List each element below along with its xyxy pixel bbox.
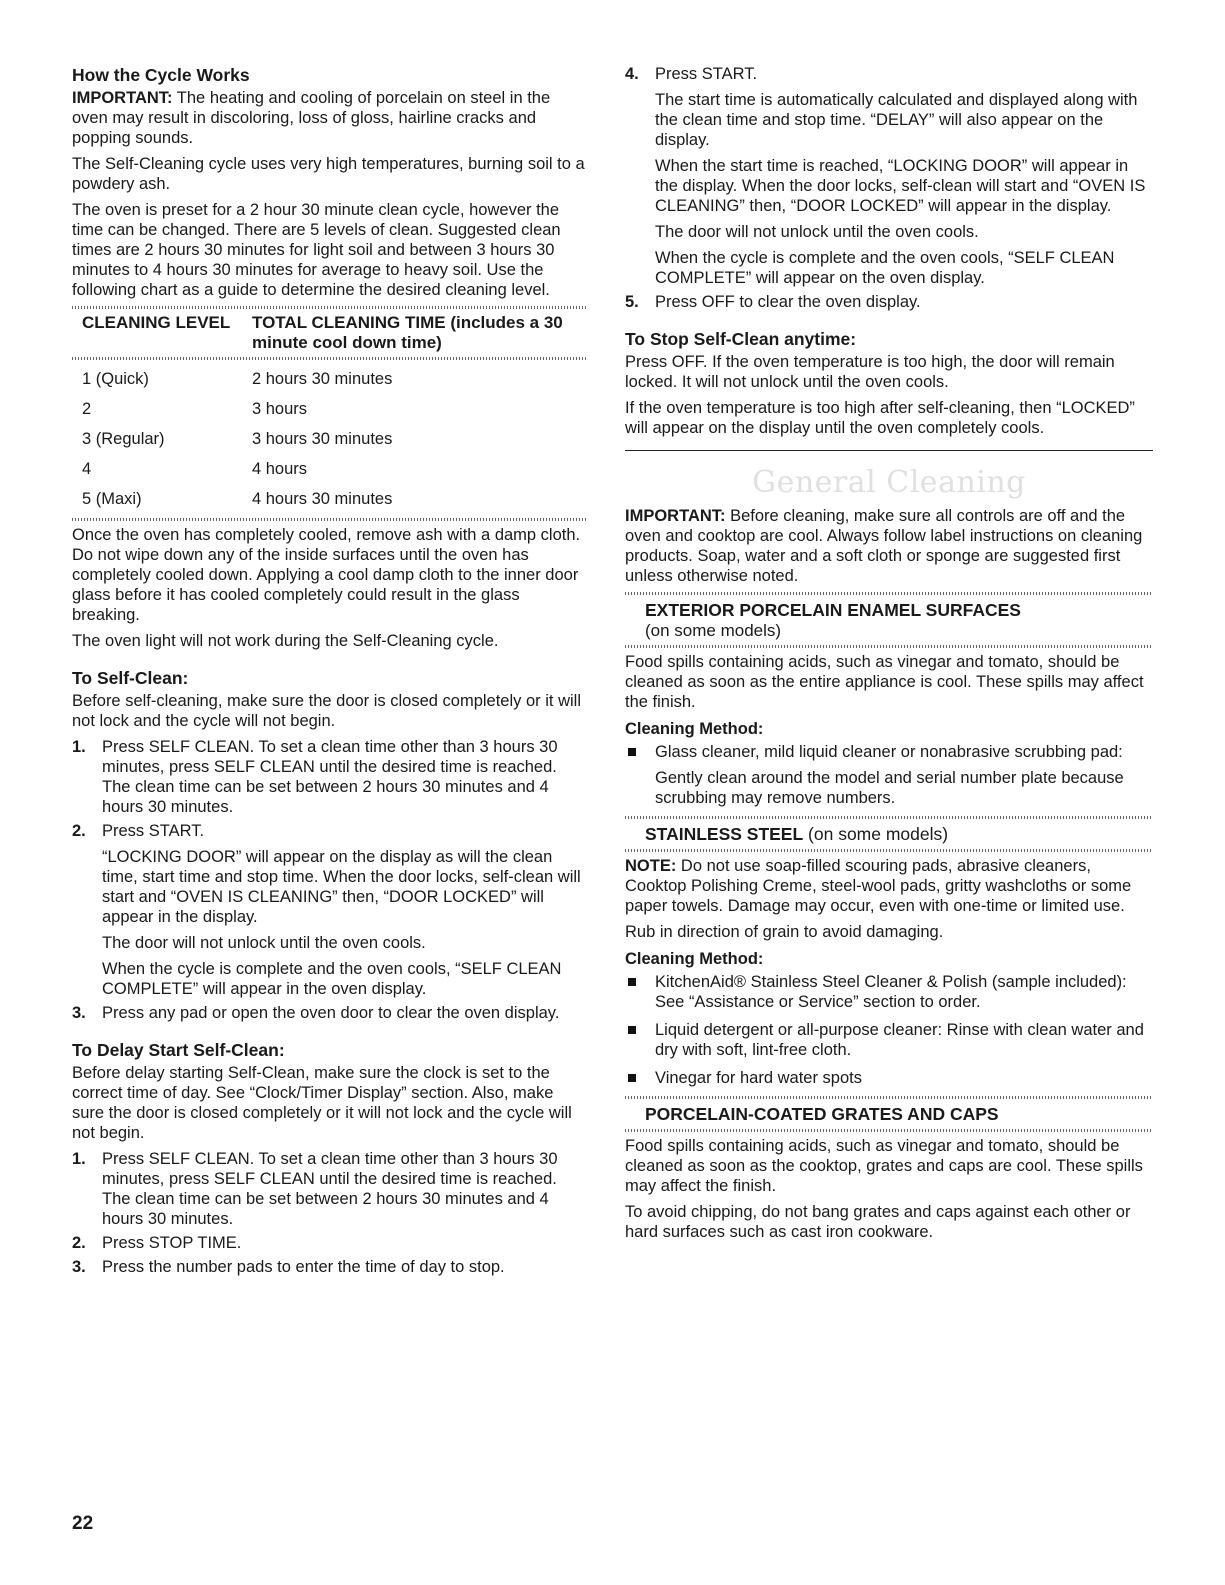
bullet-detail: See “Assistance or Service” section to order. <box>655 993 981 1011</box>
divider <box>625 592 1153 595</box>
delay-start-intro: Before delay starting Self-Clean, make sure the clock is set to the correct time of day. See “Clock/Timer Display” section. Also, make sure the door is closed completely or it will not lock and the cycle will not begin. <box>72 1064 572 1142</box>
table-row <box>72 394 588 424</box>
step-text: Press SELF CLEAN. To set a clean time other than 3 hours 30 minutes, press SELF CLEAN until the desired time is reached. The clean time can be set between 2 hours 30 minutes and 4 hours 30 minutes. <box>102 738 558 816</box>
step-text: Press the number pads to enter the time of day to stop. <box>102 1258 505 1276</box>
cleaning-time-table <box>72 313 588 353</box>
list-item <box>625 972 1153 1012</box>
step-detail: When the start time is reached, “LOCKING DOOR” will appear in the display. When the door locks, self-clean will start and “OVEN IS CLEANING” then, “DOOR LOCKED” will appear in the display. <box>655 157 1146 215</box>
list-item <box>72 1003 588 1023</box>
list-item <box>625 1020 1153 1060</box>
bullet-detail: Gently clean around the model and serial number plate because scrubbing may remove numbers. <box>655 769 1124 807</box>
table-cell-level: 2 <box>82 400 92 418</box>
general-cleaning-title: General Cleaning <box>752 465 1026 500</box>
bullet-text: KitchenAid® Stainless Steel Cleaner & Polish (sample included): <box>655 973 1127 991</box>
table-cell-time: 2 hours 30 minutes <box>252 370 393 388</box>
stop-paragraph-2: If the oven temperature is too high after self-cleaning, then “LOCKED” will appear on the display until the oven completely cools. <box>625 399 1135 437</box>
exterior-method-list <box>625 742 1153 808</box>
stainless-note-paragraph <box>625 856 1153 916</box>
stop-paragraph-1: Press OFF. If the oven temperature is too high, the door will remain locked. It will not unlock until the oven cools. <box>625 353 1115 391</box>
grates-paragraph-2: To avoid chipping, do not bang grates and caps against each other or hard surfaces such as cast iron cookware. <box>625 1203 1131 1241</box>
table-cell-level: 1 (Quick) <box>82 370 149 388</box>
table-header-divider <box>72 357 588 360</box>
page-number: 22 <box>72 1513 94 1534</box>
table-cell-time: 3 hours 30 minutes <box>252 430 393 448</box>
divider <box>625 1129 1153 1132</box>
self-clean-heading: To Self-Clean: <box>72 668 189 688</box>
delay-start-steps <box>72 1149 588 1277</box>
step-number: 5. <box>625 293 639 311</box>
list-item <box>72 821 588 999</box>
table-bottom-divider <box>72 518 588 521</box>
table-cell-level: 3 (Regular) <box>82 430 165 448</box>
important-label: IMPORTANT: <box>625 507 726 525</box>
bullet-text: Liquid detergent or all-purpose cleaner: Rinse with clean water and dry with soft, lint-free cloth. <box>655 1021 1144 1059</box>
exterior-porcelain-note: (on some models) <box>645 621 782 640</box>
stainless-rub-paragraph: Rub in direction of grain to avoid damaging. <box>625 923 944 941</box>
list-item <box>625 292 1153 312</box>
table-cell-time: 4 hours <box>252 460 308 478</box>
step-text: Press START. <box>102 822 205 840</box>
important-paragraph <box>72 88 588 148</box>
step-detail: “LOCKING DOOR” will appear on the display as will the clean time, start time and stop time. When the door locks, self-clean will start and “OVEN IS CLEANING” then, “DOOR LOCKED” will appear in the display. <box>102 848 581 926</box>
bullet-text: Vinegar for hard water spots <box>655 1069 862 1087</box>
step-detail: When the cycle is complete and the oven cools, “SELF CLEAN COMPLETE” will appear on the oven display. <box>655 249 1115 287</box>
oven-light-paragraph: The oven light will not work during the Self-Cleaning cycle. <box>72 632 499 650</box>
list-item <box>72 1149 588 1229</box>
stainless-method-list <box>625 972 1153 1088</box>
divider <box>625 645 1153 648</box>
list-item <box>72 1233 588 1253</box>
step-detail: The door will not unlock until the oven cools. <box>655 223 979 241</box>
table-row <box>72 364 588 394</box>
cycle-heading: How the Cycle Works <box>72 65 250 85</box>
table-row <box>72 424 588 454</box>
step-number: 1. <box>72 738 86 756</box>
section-divider <box>625 450 1153 451</box>
table-cell-time: 3 hours <box>252 400 308 418</box>
table-header-time: TOTAL CLEANING TIME (includes a 30 minute cool down time) <box>252 313 563 352</box>
important-text: Before cleaning, make sure all controls are off and the oven and cooktop are cool. Always follow label instructions on cleaning products. Soap, water and a soft cloth or sponge are suggested first unless otherwise noted. <box>625 507 1143 585</box>
self-clean-intro: Before self-cleaning, make sure the door is closed completely or it will not lock and the cycle will not begin. <box>72 692 581 730</box>
left-column <box>72 64 588 1283</box>
divider <box>625 1096 1153 1099</box>
divider <box>625 816 1153 819</box>
step-detail: The start time is automatically calculated and displayed along with the clean time and stop time. “DELAY” will also appear on the display. <box>655 91 1138 149</box>
note-label: NOTE: <box>625 857 677 875</box>
cleaning-method-heading: Cleaning Method: <box>625 950 764 968</box>
step-number: 3. <box>72 1258 86 1276</box>
step-text: Press SELF CLEAN. To set a clean time other than 3 hours 30 minutes, press SELF CLEAN until the desired time is reached. The clean time can be set between 2 hours 30 minutes and 4 hours 30 minutes. <box>102 1150 558 1228</box>
cooled-paragraph: Once the oven has completely cooled, remove ash with a damp cloth. Do not wipe down any of the inside surfaces until the oven has completely cooled down. Applying a cool damp cloth to the inner door glass before it has cooled completely could result in the glass breaking. <box>72 526 581 624</box>
stop-self-clean-heading: To Stop Self-Clean anytime: <box>625 329 857 349</box>
step-detail: The door will not unlock until the oven cools. <box>102 934 426 952</box>
list-item <box>625 64 1153 288</box>
cleaning-method-heading: Cleaning Method: <box>625 720 764 738</box>
step-number: 3. <box>72 1004 86 1022</box>
self-clean-steps <box>72 737 588 1023</box>
porcelain-grates-heading: PORCELAIN-COATED GRATES AND CAPS <box>645 1104 999 1124</box>
selfclean-description: The Self-Cleaning cycle uses very high temperatures, burning soil to a powdery ash. <box>72 155 585 193</box>
table-cell-level: 5 (Maxi) <box>82 490 142 508</box>
exterior-porcelain-heading: EXTERIOR PORCELAIN ENAMEL SURFACES <box>645 600 1021 620</box>
table-top-divider <box>72 306 588 309</box>
step-text: Press START. <box>655 65 758 83</box>
preset-description: The oven is preset for a 2 hour 30 minute clean cycle, however the time can be changed. There are 5 levels of clean. Suggested clean times are 2 hours 30 minutes for light soil and between 3 hours 30 minutes to 4 hours 30 minutes for average to heavy soil. Use the following chart as a guide to determine the desired cleaning level. <box>72 201 561 299</box>
stainless-steel-heading <box>625 823 1153 845</box>
right-column <box>625 64 1153 1248</box>
step-number: 2. <box>72 822 86 840</box>
bullet-text: Glass cleaner, mild liquid cleaner or nonabrasive scrubbing pad: <box>655 743 1123 761</box>
list-item <box>72 1257 588 1277</box>
table-cell-level: 4 <box>82 460 92 478</box>
table-cell-time: 4 hours 30 minutes <box>252 490 393 508</box>
step-text: Press any pad or open the oven door to clear the oven display. <box>102 1004 560 1022</box>
step-number: 2. <box>72 1234 86 1252</box>
step-number: 4. <box>625 65 639 83</box>
list-item <box>72 737 588 817</box>
stainless-steel-note: (on some models) <box>803 824 949 844</box>
note-text: Do not use soap-filled scouring pads, abrasive cleaners, Cooktop Polishing Creme, steel-wool pads, gritty washcloths or some paper towels. Damage may occur, even with one-time or limited use. <box>625 857 1132 915</box>
table-header-level: CLEANING LEVEL <box>82 313 231 332</box>
cleaning-time-rows <box>72 364 588 514</box>
step-text: Press STOP TIME. <box>102 1234 242 1252</box>
important-text: The heating and cooling of porcelain on steel in the oven may result in discoloring, loss of gloss, hairline cracks and popping sounds. <box>72 89 551 147</box>
general-important-paragraph <box>625 506 1153 586</box>
important-label: IMPORTANT: <box>72 89 173 107</box>
divider <box>625 849 1153 852</box>
stainless-steel-title: STAINLESS STEEL <box>645 824 804 844</box>
step-detail: When the cycle is complete and the oven cools, “SELF CLEAN COMPLETE” will appear in the oven display. <box>102 960 562 998</box>
delay-start-steps-continued <box>625 64 1153 312</box>
step-text: Press OFF to clear the oven display. <box>655 293 921 311</box>
step-number: 1. <box>72 1150 86 1168</box>
table-row <box>72 484 588 514</box>
delay-start-heading: To Delay Start Self-Clean: <box>72 1040 285 1060</box>
grates-paragraph-1: Food spills containing acids, such as vinegar and tomato, should be cleaned as soon as the cooktop, grates and caps are cool. These spills may affect the finish. <box>625 1137 1143 1195</box>
table-row <box>72 454 588 484</box>
exterior-paragraph: Food spills containing acids, such as vinegar and tomato, should be cleaned as soon as the entire appliance is cool. These spills may affect the finish. <box>625 653 1144 711</box>
list-item <box>625 742 1153 808</box>
list-item <box>625 1068 1153 1088</box>
